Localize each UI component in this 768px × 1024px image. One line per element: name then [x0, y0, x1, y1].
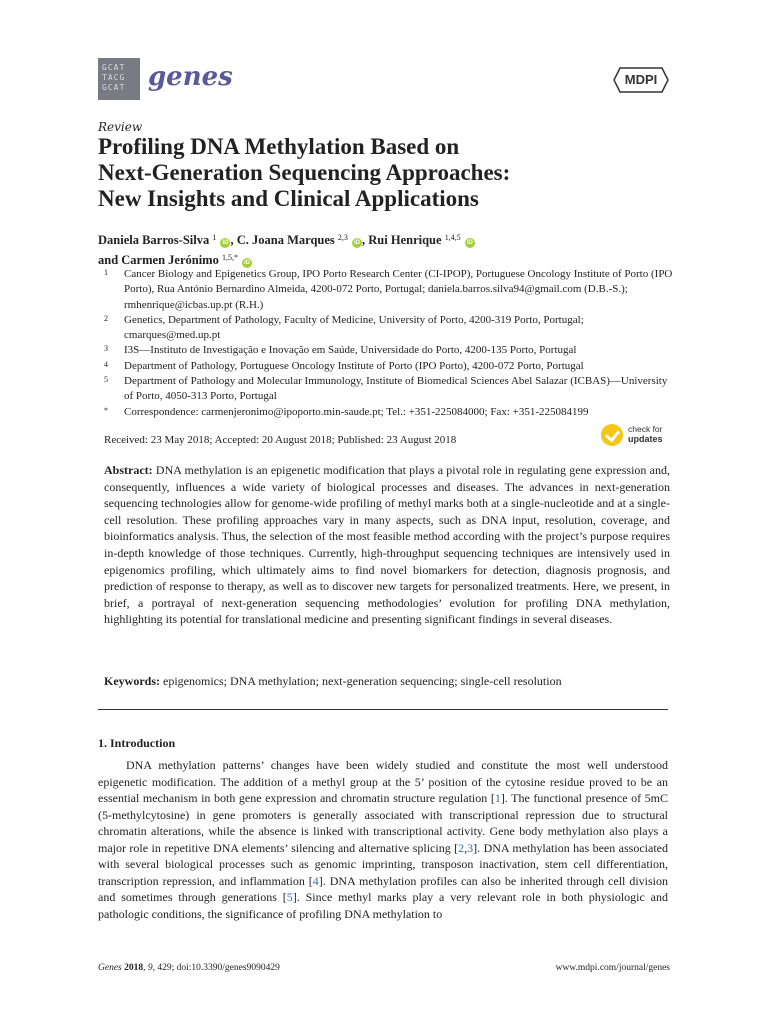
- author-name[interactable]: Carmen Jerónimo: [121, 253, 219, 267]
- article-type: Review: [98, 120, 143, 134]
- mdpi-logo[interactable]: [612, 66, 670, 94]
- author-separator: ,: [230, 233, 237, 247]
- footer-doi: , 429; doi:10.3390/genes9090429: [152, 963, 280, 973]
- author-name[interactable]: C. Joana Marques: [236, 233, 335, 247]
- author-affiliation-ref: 2,3: [337, 233, 348, 242]
- keywords: [104, 674, 670, 689]
- affiliation-number: 5: [104, 375, 108, 385]
- affiliation-item: [104, 374, 674, 405]
- mdpi-logo-text: MDPI: [624, 72, 658, 87]
- author-separator: ,: [362, 233, 369, 247]
- affiliation-item: [104, 267, 674, 313]
- title-line: Profiling DNA Methylation Based on: [98, 134, 460, 159]
- author-affiliation-ref: 1,5,*: [221, 253, 238, 262]
- intro-text: ]. Since methyl marks play a very relevant role in both physiologic and pathologic conditions, the significance of profiling DNA methylation to: [98, 890, 668, 921]
- abstract-label: Abstract:: [104, 463, 153, 477]
- abstract-text: DNA methylation is an epigenetic modification that plays a pivotal role in regulating gene expression and, consequently, influences a wide variety of biological processes and diseases. The advances in next-generation sequencing technologies allow for genome-wide profiling of methyl marks both at a single-nucleotide and at a single-cell resolution. These profiling approaches vary in many aspects, such as DNA input, resolution, coverage, and bioinformatics analysis. Thus, the selection of the most feasible method according with the project’s purpose requires in-depth knowledge of those techniques. Currently, high-throughput sequencing techniques are intensively used in epigenomics profiling, which ultimately aims to find novel biomarkers for detection, diagnosis prognosis, and prediction of response to therapy, as well as to discover new targets for personalized treatments. Here, we present, in brief, a portrayal of next-generation sequencing methodologies’ evolution for profiling DNA methylation, highlighting its potential for translational medicine and presenting significant findings in several diseases.: [104, 463, 670, 627]
- section-divider: [98, 709, 668, 710]
- journal-name[interactable]: genes: [148, 62, 233, 92]
- footer-url[interactable]: www.mdpi.com/journal/genes: [555, 963, 670, 973]
- title-line: Next-Generation Sequencing Approaches:: [98, 160, 511, 185]
- citation-link[interactable]: 1: [494, 791, 501, 806]
- citation-separator: ,: [464, 840, 468, 855]
- footer-journal: Genes: [98, 963, 122, 973]
- check-updates-line2: updates: [628, 434, 663, 444]
- intro-text: ]. DNA methylation has been associated with several biological processes such as genomic imprinting, transposon inactivation, stem cell differentiation, transcription repression, and inflammation [: [98, 840, 668, 888]
- check-for-updates-badge[interactable]: [601, 424, 681, 448]
- citation-link[interactable]: 3: [467, 840, 474, 855]
- affiliation-number: *: [104, 405, 108, 415]
- author-affiliation-ref: 1,4,5: [444, 233, 461, 242]
- keywords-label: Keywords:: [104, 674, 160, 688]
- orcid-icon[interactable]: iD: [354, 240, 361, 246]
- affiliation-text: Cancer Biology and Epigenetics Group, IPO Porto Research Center (CI-IPOP), Portuguese Oncology Institute of Porto (IPO Porto), Rua António Bernardino Almeida, 4200-072 Porto, Portugal; daniela.barros.silva94@gmail.com (D.B.-S.); rmhenrique@icbas.up.pt (R.H.): [124, 268, 673, 311]
- affiliation-number: 1: [104, 268, 108, 277]
- affiliation-list: [104, 267, 674, 420]
- orcid-icon[interactable]: iD: [244, 260, 251, 266]
- author-name[interactable]: Rui Henrique: [368, 233, 442, 247]
- affiliation-item: [104, 359, 674, 374]
- affiliation-number: 3: [104, 344, 108, 354]
- footer-year: 2018: [124, 963, 144, 973]
- correspondence-item: [104, 405, 674, 420]
- citation-link[interactable]: 2: [458, 840, 465, 855]
- publication-dates: Received: 23 May 2018; Accepted: 20 August 2018; Published: 23 August 2018: [104, 434, 457, 446]
- title-line: New Insights and Clinical Applications: [98, 186, 479, 211]
- author-list: [98, 229, 678, 269]
- footer-citation: Genes 2018, 9, 429; doi:10.3390/genes9090429: [98, 963, 280, 973]
- affiliation-number: 4: [104, 359, 108, 369]
- author-affiliation-ref: 1: [212, 233, 217, 242]
- author-name[interactable]: Daniela Barros-Silva: [98, 233, 210, 247]
- affiliation-item: [104, 313, 674, 344]
- abstract: [104, 462, 670, 628]
- keywords-text: epigenomics; DNA methylation; next-generation sequencing; single-cell resolution: [163, 674, 562, 688]
- orcid-icon[interactable]: iD: [466, 240, 473, 246]
- intro-text: DNA methylation patterns’ changes have been widely studied and constitute the most well understood epigenetic modification. The addition of a methyl group at the 5’ position of the cytosine residue proved to be an essential mechanism in both gene expression and chromatin structure regulation [: [98, 758, 668, 806]
- check-updates-icon: [601, 424, 623, 446]
- author-and: and: [98, 253, 122, 267]
- affiliation-text: I3S—Instituto de Investigação e Inovação em Saúde, Universidade do Porto, 4200-135 Porto, Portugal: [124, 344, 577, 357]
- introduction-paragraph: [98, 757, 668, 922]
- affiliation-text: Department of Pathology and Molecular Immunology, Institute of Biomedical Sciences Abel Salazar (ICBAS)—University of Porto, 4050-313 Porto, Portugal: [124, 375, 668, 403]
- check-updates-line1: check for: [628, 424, 663, 434]
- article-title: [98, 134, 678, 212]
- citation-link[interactable]: 4: [312, 873, 319, 888]
- orcid-icon[interactable]: iD: [222, 240, 229, 246]
- correspondence-text: Correspondence: carmenjeronimo@ipoporto.min-saude.pt; Tel.: +351-225084000; Fax: +351-225084199: [124, 405, 589, 418]
- intro-text: ]. DNA methylation profiles can also be inherited through cell division and sometimes through generations [: [98, 873, 668, 905]
- affiliation-number: 2: [104, 313, 108, 323]
- footer-volume: 9: [147, 963, 153, 973]
- journal-logo: GCAT TACG GCAT: [98, 58, 140, 100]
- intro-text: ]. The functional presence of 5mC (5-methylcytosine) in gene promoters is generally associated with transcriptional repression due to structural chromatin alterations, while the absence is linked with transcriptional activity. Gene body methylation also plays a major role in repetitive DNA elements’ silencing and alternative splicing [: [98, 791, 669, 855]
- affiliation-item: [104, 343, 674, 358]
- citation-link[interactable]: 5: [286, 890, 293, 905]
- section-heading: 1. Introduction: [98, 736, 176, 750]
- affiliation-text: Department of Pathology, Portuguese Oncology Institute of Porto (IPO Porto), 4200-072 Porto, Portugal: [124, 359, 584, 372]
- affiliation-text: Genetics, Department of Pathology, Faculty of Medicine, University of Porto, 4200-319 Porto, Portugal; cmarques@med.up.pt: [124, 313, 584, 342]
